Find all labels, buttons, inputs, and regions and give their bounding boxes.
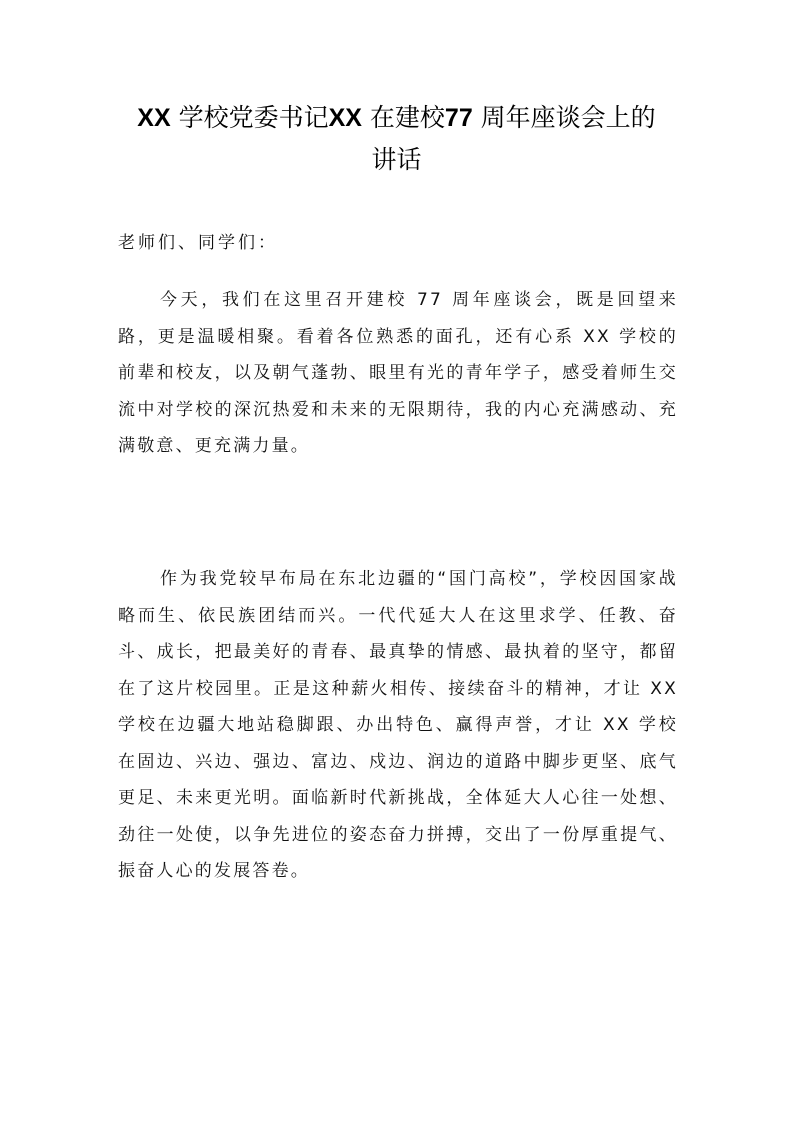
title-line-2: 讲话	[371, 145, 422, 174]
salutation: 老师们、同学们：	[118, 233, 278, 253]
title-segment-founding: 在建校	[361, 103, 445, 132]
title-segment-symposium: 周年座谈会上的	[472, 103, 656, 132]
document-title	[100, 97, 693, 180]
title-placeholder-name: XX	[328, 104, 362, 132]
paragraph-history: 作为我党较早布局在东北边疆的“国门高校”，学校因国家战略而生、依民族团结而兴。一代代延大人在这里求学、任教、奋斗、成长，把最美好的青春、最真挚的情感、最执着的坚守，都留在了这片校园里。正是这种薪火相传、接续奋斗的精神，才让 XX 学校在边疆大地站稳脚跟、办出特色、赢得声誉，才让 XX 学校在固边、兴边、强边、富边、戍边、润边的道路中脚步更坚、底气更足、未来更光明。面临新时代新挑战，全体延大人心往一处想、劲往一处使，以争先进位的姿态奋力拼搏，交出了一份厚重提气、振奋人心的发展答卷。	[118, 569, 678, 881]
title-anniversary-number: 77	[444, 104, 473, 132]
title-segment-party-secretary: 学校党委书记	[170, 103, 329, 132]
paragraph-opening: 今天，我们在这里召开建校 77 周年座谈会，既是回望来路，更是温暖相聚。看着各位熟悉的面孔，还有心系 XX 学校的前辈和校友，以及朝气蓬勃、眼里有光的青年学子，感受着师生交流中对学校的深沉热爱和未来的无限期待，我的内心充满感动、充满敬意、更充满力量。	[118, 290, 678, 456]
title-placeholder-school: XX	[137, 104, 171, 132]
